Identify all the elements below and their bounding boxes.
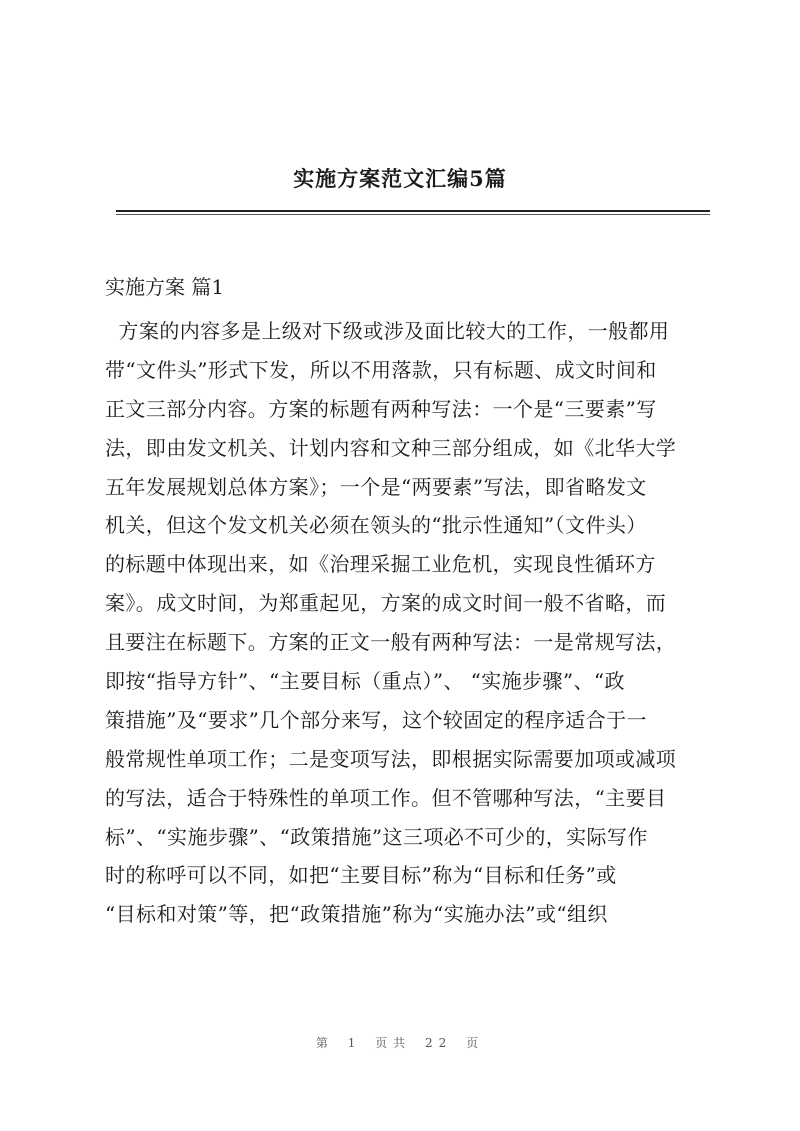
body-line: 的标题中体现出来，如《治理采掘工业危机，实现良性循环方	[105, 552, 656, 577]
body-line: 般常规性单项工作；二是变项写法，即根据实际需要加项或减项	[105, 746, 677, 771]
body-line: “目标和对策”等，把“政策措施”称为“实施办法”或“组织	[105, 902, 608, 927]
body-line: 策措施”及“要求”几个部分来写，这个较固定的程序适合于一	[105, 707, 647, 732]
body-line: 带“文件头”形式下发，所以不用落款，只有标题、成文时间和	[105, 357, 657, 382]
body-line: 时的称呼可以不同，如把“主要目标”称为“目标和任务”或	[105, 863, 617, 888]
title-divider-thick	[116, 210, 710, 212]
body-line: 法，即由发文机关、计划内容和文种三部分组成，如《北华大学	[105, 435, 677, 460]
body-line: 正文三部分内容。方案的标题有两种写法：一个是“三要素”写	[105, 396, 657, 421]
body-line: 机关，但这个发文机关必须在领头的“批示性通知”（文件头）	[105, 513, 647, 538]
body-line: 标”、“实施步骤”、“政策措施”这三项必不可少的，实际写作	[105, 824, 648, 849]
body-line: 即按“指导方针”、“主要目标（重点）”、 “实施步骤”、“政	[105, 669, 625, 694]
body-line: 五年发展规划总体方案》；一个是“两要素”写法，即省略发文	[105, 474, 647, 499]
body-line: 案》。成文时间，为郑重起见，方案的成文时间一般不省略，而	[105, 591, 667, 616]
page-footer: 第 1 页共 22 页	[315, 1036, 485, 1050]
section-heading: 实施方案 篇1	[105, 275, 225, 299]
title-divider-thin	[116, 214, 710, 215]
body-line: 的写法，适合于特殊性的单项工作。但不管哪种写法，“主要目	[105, 785, 667, 810]
body-line: 且要注在标题下。方案的正文一般有两种写法：一是常规写法，	[105, 630, 677, 655]
body-paragraph	[105, 312, 715, 934]
document-title: 实施方案范文汇编5篇	[293, 166, 507, 191]
body-line: 方案的内容多是上级对下级或涉及面比较大的工作，一般都用	[105, 319, 670, 343]
